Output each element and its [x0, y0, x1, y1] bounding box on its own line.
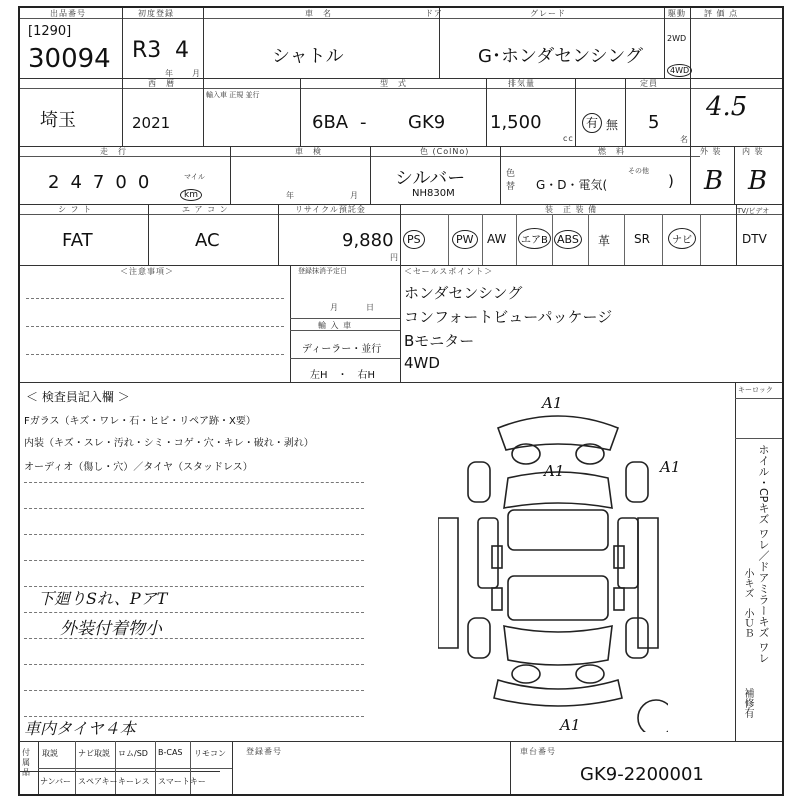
equip-ps-label: PS — [403, 230, 425, 249]
car-diagram — [438, 398, 668, 732]
score-label: 評 価 点 — [704, 9, 739, 18]
mileage-label: 走 行 — [100, 147, 127, 156]
inspection-label: 車 検 — [295, 147, 322, 156]
footer-item: ロム/SD — [118, 749, 148, 758]
equip-pw — [452, 228, 478, 249]
footer-item: 取説 — [42, 749, 58, 758]
unit-mile: マイル — [184, 173, 205, 181]
insp-year-suffix: 年 — [286, 191, 295, 200]
turbo-no: 無 — [606, 118, 619, 132]
region: 埼玉 — [40, 110, 76, 131]
mileage-digit: 0 — [115, 172, 138, 193]
car-name: シャトル — [272, 46, 344, 67]
color-change: 色替 — [506, 169, 517, 192]
equip-ps — [403, 228, 425, 249]
color-label: 色 (ColNo) — [420, 147, 470, 156]
drive-2wd: 2WD — [667, 34, 687, 43]
western-year: 2021 — [132, 114, 171, 132]
glass-line: Fガラス（キズ・ワレ・石・ヒビ・リペア跡・X要） — [24, 416, 256, 427]
damage-mark-hood: A1 — [544, 462, 565, 480]
turbo-yes-circle — [582, 112, 602, 133]
month-suffix: 月 — [192, 69, 201, 78]
tv-label: TV/ビデオ — [737, 207, 770, 215]
footer-item: キーレス — [118, 777, 150, 786]
recycle-label: リサイクル預託金 — [295, 205, 366, 214]
equip-airbag — [518, 228, 551, 249]
shift-label: シ フ ト — [58, 205, 93, 214]
sales-point: コンフォートビューパッケージ — [404, 308, 613, 326]
sales-point: Bモニター — [404, 332, 475, 350]
color: シルバー — [395, 168, 466, 189]
cc-unit: cc — [563, 134, 574, 143]
damage-mark-fender: A1 — [660, 458, 681, 476]
mileage-digit: 0 — [137, 172, 161, 193]
footer-item: ナビ取説 — [78, 749, 110, 758]
import-label: 輸入車 正規 並行 — [206, 91, 260, 99]
model-prefix: 6BA — [312, 112, 349, 133]
lot-code: [1290] — [28, 24, 72, 39]
ac: AC — [195, 230, 220, 251]
fuel: G・D・電気( — [536, 178, 608, 192]
persons-unit: 名 — [680, 135, 689, 144]
equip-abs — [554, 228, 582, 249]
model-code: GK9 — [408, 112, 446, 133]
legend-text: ホイル・CPキズ ワレ／ドアミラーキズ ワレ — [757, 444, 770, 664]
handwritten-note: 下廻りSれ、PアT — [38, 589, 168, 608]
displacement: 1,500 — [490, 112, 542, 133]
sales-points-label: ＜セールスポイント＞ — [404, 267, 494, 276]
mileage — [48, 172, 160, 193]
frame-number-label: 車台番号 — [520, 747, 556, 756]
equip-abs-label: ABS — [554, 230, 582, 249]
unit-km: km — [180, 189, 202, 201]
registration-label: 登録番号 — [246, 747, 282, 756]
interior-label: 内 装 — [742, 147, 764, 156]
inspector-title: ＜ 検査員記入欄 ＞ — [26, 390, 130, 404]
model-label: 型 式 — [380, 79, 407, 88]
reg-expiry-date: 月 日 — [330, 303, 375, 312]
handwritten-note: 外装付着物小 — [60, 619, 162, 639]
equip-airbag-label: エアB — [518, 228, 551, 249]
unit-km-circle — [180, 182, 202, 201]
drive-4wd-circle — [667, 58, 692, 77]
equip-navi-label: ナビ — [668, 228, 696, 249]
fuel-close: ) — [668, 172, 674, 190]
equip-aw: AW — [487, 232, 507, 246]
car-name-label: 車 名 — [305, 9, 332, 18]
drive-label: 駆動 — [668, 9, 686, 18]
interior-grade: B — [748, 166, 768, 196]
footer-item: リモコン — [194, 749, 226, 758]
interior-line: 内装（キズ・スレ・汚れ・シミ・コゲ・穴・キレ・破れ・剥れ） — [24, 438, 314, 449]
reg-month: 4 — [175, 38, 189, 63]
equip-leather: 革 — [598, 234, 611, 248]
equipment-label: 装 正 装 備 — [545, 205, 598, 214]
mileage-digit: 7 — [92, 172, 116, 193]
ac-label: エ ア コ ン — [182, 205, 229, 214]
equip-sr: SR — [634, 232, 650, 246]
turbo-yes: 有 — [582, 113, 602, 133]
auction-sheet — [18, 6, 784, 796]
sales-point: 4WD — [404, 354, 440, 372]
capacity-label: 定員 — [640, 79, 658, 88]
capacity: 5 — [648, 112, 660, 133]
damage-mark-front: A1 — [542, 394, 563, 412]
mileage-digit: 4 — [70, 172, 93, 193]
accessories-label: 付属品 — [22, 748, 31, 777]
lot-number: 30094 — [28, 44, 111, 74]
footer-item: スマートキー — [158, 777, 206, 786]
lot-label: 出品番号 — [50, 9, 86, 18]
equip-navi — [668, 228, 696, 249]
frame-number: GK9-2200001 — [580, 764, 704, 785]
western-year-label: 西 暦 — [148, 79, 175, 88]
sales-point: ホンダセンシング — [404, 284, 523, 302]
score: 4.5 — [706, 92, 748, 122]
audio-tire-line: オーディオ（傷し・穴）／タイヤ（スタッドレス） — [24, 462, 253, 473]
exterior-grade: B — [704, 166, 724, 196]
equip-pw-label: PW — [452, 230, 478, 249]
footer-item: スペアキー — [78, 777, 118, 786]
key-lock-label: キーロック — [738, 386, 773, 394]
mileage-digit: 2 — [48, 172, 71, 193]
repair-label: 補修有 — [742, 688, 753, 718]
footer-item: ナンバー — [40, 777, 72, 786]
import-car-label: 輸 入 車 — [318, 321, 353, 330]
fuel-label: 燃 料 — [598, 147, 625, 156]
footer-item: B-CAS — [158, 748, 183, 757]
equip-dtv: DTV — [742, 232, 767, 246]
notes-label: ＜注意事項＞ — [120, 267, 174, 276]
shift: FAT — [62, 230, 93, 251]
door-label: ドア — [425, 9, 443, 18]
grade-label: グレード — [530, 9, 566, 18]
insp-month-suffix: 月 — [350, 191, 359, 200]
handle-side: 左H ・ 右H — [310, 370, 376, 381]
era-year: R3 — [132, 38, 162, 63]
first-reg-label: 初度登録 — [138, 9, 174, 18]
yen-unit: 円 — [390, 253, 399, 262]
drive-4wd: 4WD — [667, 64, 692, 77]
year-suffix: 年 — [165, 69, 174, 78]
color-code: NH830M — [412, 188, 455, 199]
recycle: 9,880 — [342, 230, 394, 251]
displacement-label: 排気量 — [508, 79, 535, 88]
reg-expiry-label: 登録抹消予定日 — [298, 267, 347, 275]
exterior-label: 外 装 — [700, 147, 722, 156]
dealer-parallel: ディーラー・並行 — [302, 344, 382, 355]
model-dash: - — [360, 112, 367, 133]
legend-small: 小キズ 小ＵＢ — [742, 568, 753, 638]
damage-mark-rear: A1 — [560, 716, 581, 734]
fuel-other: その他 — [628, 167, 649, 175]
grade: G･ホンダセンシング — [478, 46, 643, 67]
handwritten-note: 車内タイヤ４本 — [24, 719, 136, 738]
